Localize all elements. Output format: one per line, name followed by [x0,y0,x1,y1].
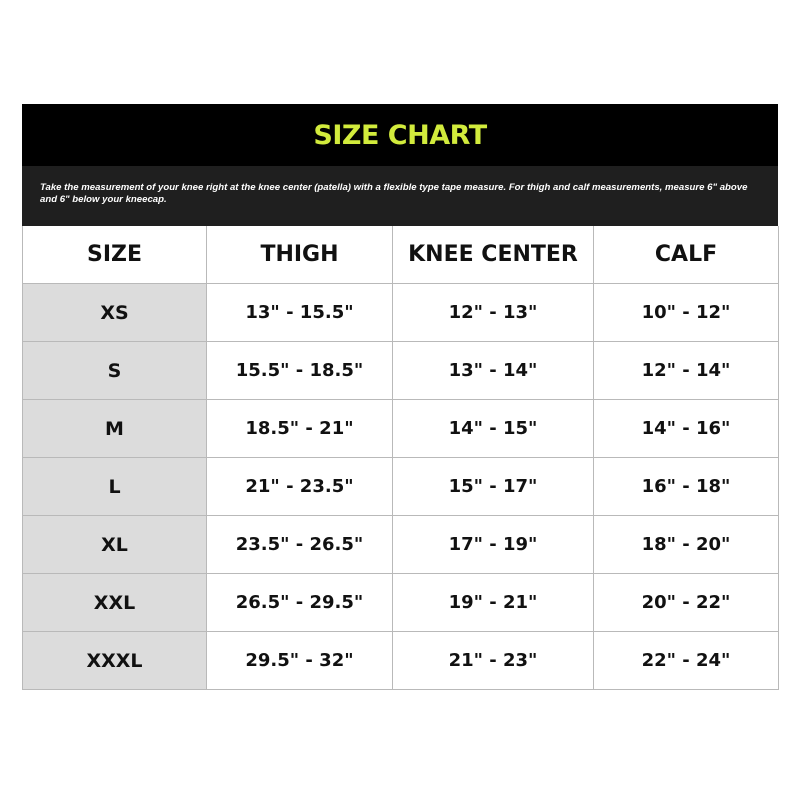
calf-cell: 22" - 24" [594,632,779,690]
size-cell: XL [23,516,207,574]
size-cell: XXXL [23,632,207,690]
measurement-instructions-panel [22,166,778,226]
column-header-calf: CALF [594,226,779,284]
measurement-instructions: Take the measurement of your knee right at the knee center (patella) with a flexible type tape measure. For thigh and calf measurements, measure 6" above and 6" below your kneecap. [40,182,748,205]
column-header-size: SIZE [23,226,207,284]
calf-cell: 12" - 14" [594,342,779,400]
size-cell: XXL [23,574,207,632]
thigh-cell: 18.5" - 21" [207,400,393,458]
calf-cell: 10" - 12" [594,284,779,342]
knee-center-cell: 21" - 23" [393,632,594,690]
thigh-cell: 21" - 23.5" [207,458,393,516]
thigh-cell: 26.5" - 29.5" [207,574,393,632]
thigh-cell: 15.5" - 18.5" [207,342,393,400]
knee-center-cell: 15" - 17" [393,458,594,516]
calf-cell: 14" - 16" [594,400,779,458]
size-cell: M [23,400,207,458]
size-cell: L [23,458,207,516]
thigh-cell: 23.5" - 26.5" [207,516,393,574]
table-row [23,458,779,516]
chart-title: SIZE CHART [313,119,487,151]
size-table [22,226,779,690]
table-row [23,284,779,342]
knee-center-cell: 14" - 15" [393,400,594,458]
calf-cell: 20" - 22" [594,574,779,632]
table-row [23,400,779,458]
column-header-thigh: THIGH [207,226,393,284]
knee-center-cell: 17" - 19" [393,516,594,574]
calf-cell: 16" - 18" [594,458,779,516]
size-cell: S [23,342,207,400]
thigh-cell: 29.5" - 32" [207,632,393,690]
size-cell: XS [23,284,207,342]
knee-center-cell: 19" - 21" [393,574,594,632]
table-header-row [23,226,779,284]
table-row [23,342,779,400]
chart-header [22,104,778,166]
table-row [23,516,779,574]
thigh-cell: 13" - 15.5" [207,284,393,342]
size-chart [22,104,778,689]
column-header-knee-center: KNEE CENTER [393,226,594,284]
knee-center-cell: 12" - 13" [393,284,594,342]
calf-cell: 18" - 20" [594,516,779,574]
table-row [23,632,779,690]
knee-center-cell: 13" - 14" [393,342,594,400]
table-row [23,574,779,632]
